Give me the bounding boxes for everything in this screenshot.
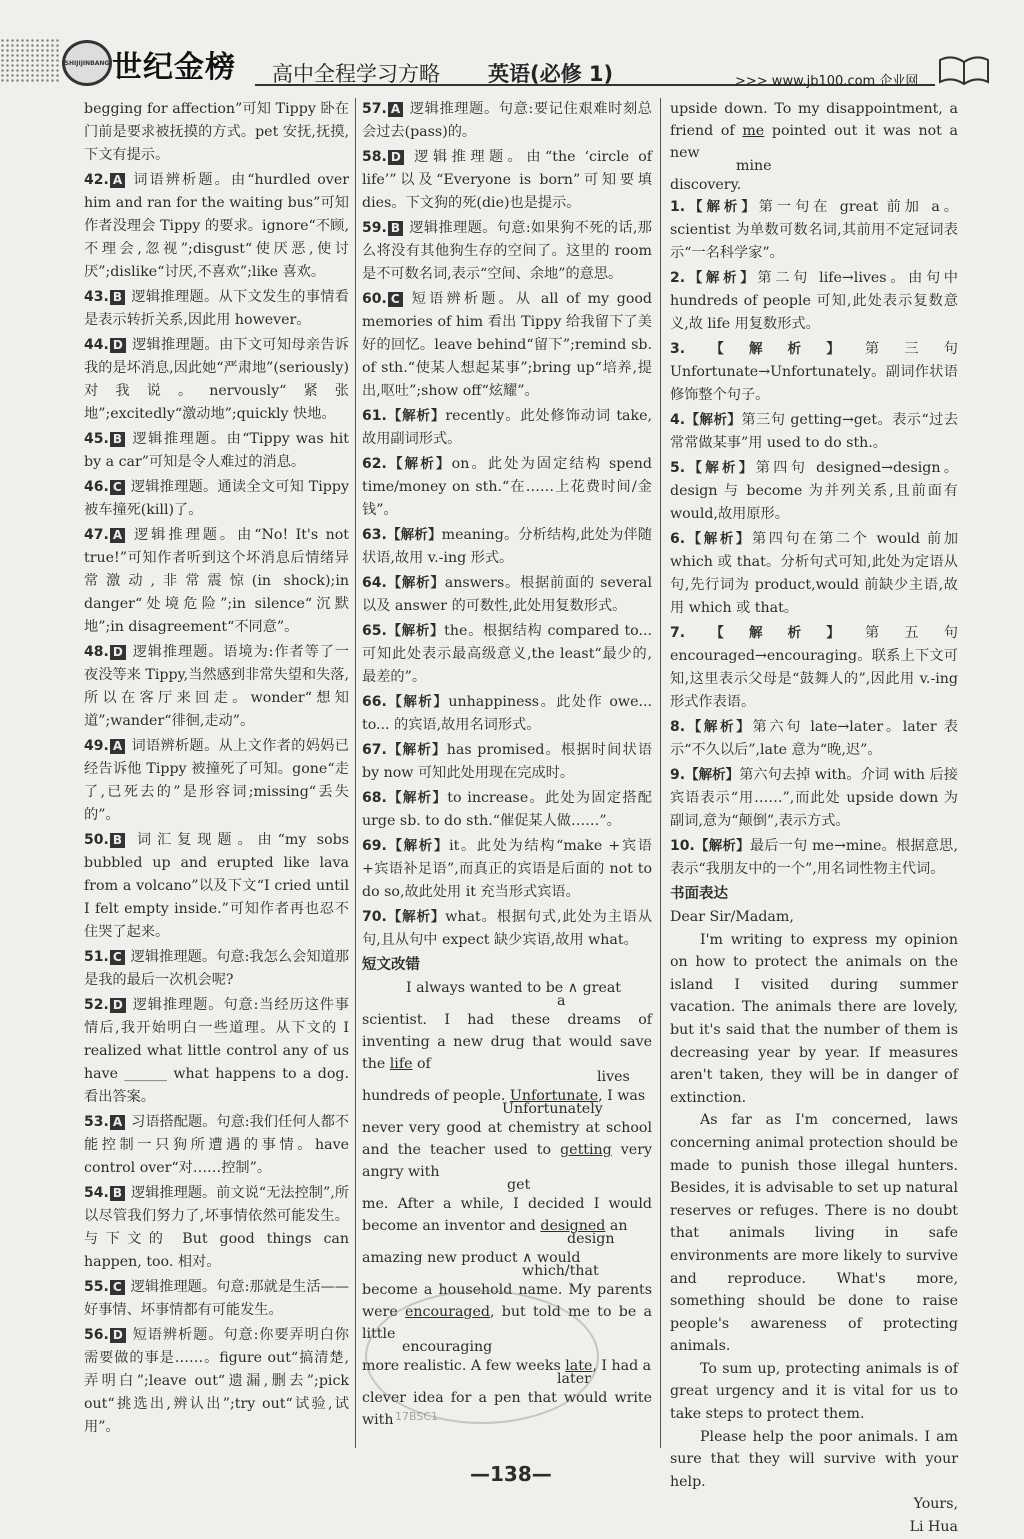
page-number: —138— [470,1462,552,1486]
explanation-text: to increase。此处为固定搭配 urge sb. to do sth.“催促某人做……”。 [362,790,652,829]
answer-entry [362,98,652,144]
analysis-tag: 【解析】 [685,625,866,641]
answer-letter-badge: D [110,645,126,660]
question-number: 8. [670,719,686,735]
answer-entry [84,946,349,992]
analysis-tag: 【解析】 [386,742,447,758]
answer-entry [670,835,958,881]
answer-entry [362,620,652,689]
analysis-tag: 【解析】 [386,838,450,854]
explanation-text: 第二句 life→lives。由句中 hundreds of people 可知,此处表示复数意义,故 life 用复数形式。 [670,270,958,332]
question-number: 2. [670,270,686,286]
explanation-text: 词语辨析题。由“hurdled over him and ran for the waiting bus”可知作者没理会 Tippy 的要求。ignore“不顾,不理会,忽视”;disgust“使厌恶,使讨厌”;dislike“讨厌,不喜欢”;like 喜欢。 [84,172,349,280]
answer-entry [362,572,652,618]
explanation-text: 逻辑推理题。由“the ‘circle of life’”以及“Everyone is born”可知要填 dies。下文狗的死(die)也是提示。 [362,149,652,211]
correction-line: more realistic. A few weeks late, I had a [362,1358,652,1374]
answer-entry [362,146,652,215]
explanation-text: meaning。分析结构,此处为伴随状语,故用 v.-ing 形式。 [362,527,652,566]
explanation-text: 第三句 getting→get。表示“过去常常做某事”用 used to do sth.。 [670,412,959,451]
answer-letter-badge: B [110,290,125,305]
question-number: 44. [84,337,109,353]
answer-entry [670,457,958,526]
explanation-text: 第一句在 great 前加 a。scientist 为单数可数名词,其前用不定冠词表示“一名科学家”。 [670,199,958,261]
question-number: 53. [84,1114,109,1130]
essay-paragraph: As far as I'm concerned, laws concerning animal protection should be made to punish those illegal hunters. Besides, it is advisable to set up natural reserves or refuges. There is no doubt that animals living in safe environments are more likely to survive and reproduce. What's more, something should be done to raise people's awareness of protecting animals. [670,1112,958,1355]
analysis-tag: 【解析】 [386,527,442,543]
answer-entry [362,288,652,403]
answer-letter-badge: D [110,998,126,1013]
question-number: 3. [670,341,686,357]
question-number: 42. [84,172,109,188]
brand-logo [62,40,112,86]
answer-entry [84,286,349,332]
question-number: 59. [362,220,387,236]
question-number: 52. [84,997,109,1013]
question-number: 51. [84,949,109,965]
correction-fix: lives [597,1069,630,1085]
question-number: 7. [670,625,686,641]
answer-entry [362,906,652,952]
essay-signature: Li Hua [909,1519,958,1536]
question-number: 60. [362,291,387,307]
answer-entry [84,334,349,426]
answer-entry [362,835,652,904]
correction-fix: design [567,1231,615,1247]
website-url: >>> www.jb100.com 企业网 [735,74,919,89]
explanation-text: what。根据句式,此处为主语从句,且从句中 expect 缺少宾语,故用 what。 [362,909,653,948]
analysis-tag: 【解析】 [386,790,448,806]
correction-line: amazing new product ∧ would [362,1250,581,1266]
question-number: 9. [670,767,686,783]
essay-body [670,906,958,1539]
explanation-text: 逻辑推理题。句意:要记住艰难时刻总会过去(pass)的。 [362,101,652,140]
explanation-text: 第四句在第二个 would 前加 which 或 that。分析句式可知,此处为定语从句,先行词为 product,would 前缺少主语,故用 which 或 that。 [670,531,959,616]
logo-text: SHIJIJINBANG [64,59,110,67]
correction-line: I always wanted to be ∧ great [406,980,622,996]
page-header [0,28,1024,92]
analysis-tag: 【解析】 [685,412,742,428]
answer-entry [670,196,958,265]
correction-line: scientist. I had these dreams of inventing a new drug that would save the life of [362,1012,652,1072]
answer-column-1 [84,98,349,1441]
answer-entry [362,405,652,451]
answer-entry [670,409,958,455]
answer-letter-badge: C [110,480,125,495]
answer-list-2 [362,98,652,952]
answer-entry [362,739,652,785]
correction-fix: which/that [522,1263,599,1279]
correction-heading: 短文改错 [362,957,420,973]
answer-entry [84,524,349,639]
question-number: 55. [84,1279,109,1295]
essay-paragraph: To sum up, protecting animals is of great urgency and it is vital for us to take steps to protect them. [670,1360,958,1423]
answer-letter-badge: B [388,221,403,236]
answer-letter-badge: C [110,950,125,965]
essay-paragraph: I'm writing to express my opinion on how to protect the animals on the island I visited during summer vacation. The animals there are lovely, but it's said that the number of them is decreasing year by year. If measures aren't taken, they will be in danger of extinction. [670,931,958,1106]
explanation-text: 逻辑推理题。语境为:作者等了一夜没等来 Tippy,当然感到非常失望和失落,所以在客厅来回走。wonder“想知道”;wander“徘徊,走动”。 [84,644,349,729]
question-number: 57. [362,101,387,117]
explanation-text: 短语辨析题。句意:你要弄明白你需要做的事是……。figure out“搞清楚,弄明白”;leave out“遗漏,删去”;pick out“挑选出,辨认出”;try out“试验,试用”。 [84,1327,349,1435]
explanation-text: 第五句 encouraged→encouraging。联系上下文可知,这里表示父母是“鼓舞人的”,因此用 v.-ing 形式作表语。 [670,625,958,710]
analysis-tag: 【解析】 [386,575,445,591]
question-number: 10. [670,838,695,854]
explanation-text: 逻辑推理题。句意:如果狗不死的话,那么将没有其他狗生存的空间了。这里的 room 是不可数名词,表示“空间、余地”的意思。 [362,220,652,282]
answer-column-3 [670,98,958,1539]
watermark-seal [365,1290,599,1424]
answer-entry [84,1182,349,1274]
correction-fix: Unfortunately [502,1101,603,1117]
answer-entry [84,735,349,827]
answer-letter-badge: A [110,173,125,188]
answer-letter-badge: A [110,739,125,754]
essay-closing: Yours, [913,1496,958,1513]
answer-letter-badge: D [110,1328,126,1343]
answer-entry [362,217,652,286]
answer-entry [670,622,958,714]
answer-letter-badge: D [110,338,126,353]
explanation-text: 最后一句 me→mine。根据意思,表示“我朋友中的一个”,用名词性物主代词。 [670,838,958,877]
question-number: 70. [362,909,387,925]
essay-salutation: Dear Sir/Madam, [670,909,794,925]
answer-entry [362,453,652,522]
answer-list-3 [670,196,958,881]
explanation-text: has promised。根据时间状语 by now 可知此处用现在完成时。 [362,742,653,781]
answer-entry [84,428,349,474]
question-number: 69. [362,838,387,854]
answer-entry [84,98,349,167]
header-dot-pattern [0,38,60,82]
answer-entry [670,528,958,620]
question-number: 66. [362,694,387,710]
brand-name: 世纪金榜 [112,50,236,85]
question-number: 43. [84,289,109,305]
answer-letter-badge: C [388,292,403,307]
watermark-code: 17BSC1 [395,1410,439,1423]
question-number: 5. [670,460,686,476]
correction-fix: encouraging [402,1339,493,1355]
correction-line: me. After a while, I decided I would become an inventor and designed an [362,1196,652,1234]
analysis-tag: 【解析】 [685,460,756,476]
explanation-text: 第三句 Unfortunate→Unfortunately。副词作状语修饰整个句子。 [670,341,958,403]
explanation-text: 第六句 late→later。later 表示“不久以后”,late 意为“晚,迟”。 [670,719,958,758]
question-number: 62. [362,456,387,472]
answer-entry [670,716,958,762]
analysis-tag: 【解析】 [694,838,750,854]
analysis-tag: 【解析】 [685,767,740,783]
analysis-tag: 【解析】 [386,408,446,424]
analysis-tag: 【解析】 [685,719,753,735]
essay-heading: 书面表达 [670,886,728,902]
column-divider [355,98,356,1448]
explanation-text: 逻辑推理题。句意:那就是生活——好事情、坏事情都有可能发生。 [84,1279,349,1318]
answer-letter-badge: D [388,150,404,165]
answer-letter-badge: B [110,833,125,848]
explanation-text: on。此处为固定结构 spend time/money on sth.“在……上花费时间/金钱”。 [362,456,653,518]
explanation-text: 逻辑推理题。句意:当经历这件事情后,我开始明白一些道理。从下文的 I realized what little control any of us have ______ what happens to a dog. 看出答案。 [84,997,349,1105]
explanation-text: 第四句 designed→design。design 与 become 为并列关系,且前面有 would,故用原形。 [670,460,958,522]
explanation-text: begging for affection”可知 Tippy 卧在门前是要求被抚摸的方式。pet 安抚,抚摸,下文有提示。 [84,101,349,163]
explanation-text: the。根据结构 compared to... 可知此处表示最高级意义,the least“最少的,最差的”。 [362,623,652,685]
answer-entry [84,169,349,284]
analysis-tag: 【解析】 [685,199,759,215]
analysis-tag: 【解析】 [685,531,752,547]
question-number: 46. [84,479,109,495]
explanation-text: unhappiness。此处作 owe... to... 的宾语,故用名词形式。 [362,694,653,733]
question-number: 45. [84,431,109,447]
answer-entry [670,338,958,407]
explanation-text: 逻辑推理题。句意:我怎么会知道那是我的最后一次机会呢? [84,949,349,988]
answer-letter-badge: B [110,432,125,447]
question-number: 58. [362,149,387,165]
answer-letter-badge: A [110,1115,125,1130]
answer-letter-badge: C [110,1280,125,1295]
question-number: 47. [84,527,109,543]
question-number: 63. [362,527,387,543]
correction-line: hundreds of people. Unfortunate, I was [362,1088,646,1104]
subject-title: 英语(必修 1) [488,62,614,86]
explanation-text: it。此处为结构“make +宾语+宾语补足语”,而真正的宾语是后面的 not to do so,故此处用 it 充当形式宾语。 [362,838,652,900]
explanation-text: 词汇复现题。由“my sobs bubbled up and erupted like lava from a volcano”以及下文“I cried until I felt empty inside.”可知作者再也忍不住哭了起来。 [84,832,349,940]
analysis-tag: 【解析】 [386,456,452,472]
answer-letter-badge: A [388,102,403,117]
answer-column-2 [362,98,652,1431]
question-number: 50. [84,832,109,848]
analysis-tag: 【解析】 [386,623,445,639]
open-book-icon [938,54,990,86]
analysis-tag: 【解析】 [685,341,866,357]
analysis-tag: 【解析】 [386,909,446,925]
explanation-text: 逻辑推理题。由“Tippy was hit by a car”可知是令人难过的消息。 [84,431,349,470]
answer-letter-badge: B [110,1186,125,1201]
answer-entry [362,787,652,833]
answer-entry [362,691,652,737]
explanation-text: 逻辑推理题。由“No! It's not true!”可知作者听到这个坏消息后情绪异常激动,非常震惊(in shock);in danger“处境危险”;in silence“沉默地”;in disagreement“不同意”。 [84,527,349,635]
essay-paragraph: Please help the poor animals. I am sure that they will survive with your help. [670,1428,958,1490]
correction-fix: mine [736,158,772,174]
book-title: 高中全程学习方略 [272,62,440,86]
question-number: 6. [670,531,686,547]
explanation-text: 逻辑推理题。从下文发生的事情看是表示转折关系,因此用 however。 [84,289,349,328]
correction-line: clever idea for a pen that would write with [362,1390,652,1428]
question-number: 56. [84,1327,109,1343]
answer-entry [362,524,652,570]
question-number: 67. [362,742,387,758]
answer-entry [84,1324,349,1439]
question-number: 4. [670,412,686,428]
column-divider [660,98,661,1448]
answer-entry [84,829,349,944]
answer-letter-badge: A [110,528,125,543]
question-number: 49. [84,738,109,754]
correction-continuation [670,98,958,196]
explanation-text: answers。根据前面的 several 以及 answer 的可数性,此处用复数形式。 [362,575,653,614]
correction-line: never very good at chemistry at school and the teacher used to getting very angry with [362,1120,652,1180]
correction-fix: a [557,993,566,1009]
question-number: 61. [362,408,387,424]
correction-line: become a household name. My parents were encouraged, but told me to be a little [362,1282,652,1342]
correction-line: upside down. To my disappointment, a friend of me pointed out it was not a new [670,101,958,161]
question-number: 54. [84,1185,109,1201]
answer-entry [670,764,958,833]
explanation-text: 习语搭配题。句意:我们任何人都不能控制一只狗所遭遇的事情。have control over“对……控制”。 [84,1114,349,1176]
question-number: 64. [362,575,387,591]
analysis-tag: 【解析】 [386,694,449,710]
answer-entry [84,1276,349,1322]
question-number: 1. [670,199,686,215]
answer-entry [84,641,349,733]
explanation-text: 词语辨析题。从上文作者的妈妈已经告诉他 Tippy 被撞死了可知。gone“走了,已死去的”是形容词;missing“丢失的”。 [84,738,349,823]
explanation-text: 逻辑推理题。前文说“无法控制”,所以尽管我们努力了,坏事情依然可能发生。与下文的 But good things can happen, too. 相对。 [84,1185,349,1270]
correction-fix: get [507,1177,531,1193]
correction-fix: later [557,1371,591,1387]
answer-entry [670,267,958,336]
question-number: 65. [362,623,387,639]
question-number: 48. [84,644,109,660]
answer-entry [84,476,349,522]
question-number: 68. [362,790,387,806]
analysis-tag: 【解析】 [685,270,758,286]
explanation-text: 第六句去掉 with。介词 with 后接宾语表示“用……”,而此处 upside down 为副词,意为“颠倒”,表示方式。 [670,767,958,829]
explanation-text: recently。此处修饰动词 take,故用副词形式。 [362,408,653,447]
answer-entry [84,1111,349,1180]
explanation-text: 逻辑推理题。通读全文可知 Tippy 被车撞死(kill)了。 [84,479,349,518]
answer-entry [84,994,349,1109]
correction-line: discovery. [670,177,742,193]
explanation-text: 短语辨析题。从 all of my good memories of him 看出 Tippy 给我留下了美好的回忆。leave behind“留下”;remind sb. of sth.“使某人想起某事”;bring up“培养,提出,呕吐”;show off“炫耀”。 [362,291,652,399]
explanation-text: 逻辑推理题。由下文可知母亲告诉我的是坏消息,因此她“严肃地”(seriously)对我说。nervously“紧张地”;excitedly“激动地”;quickly 快地。 [84,337,349,422]
